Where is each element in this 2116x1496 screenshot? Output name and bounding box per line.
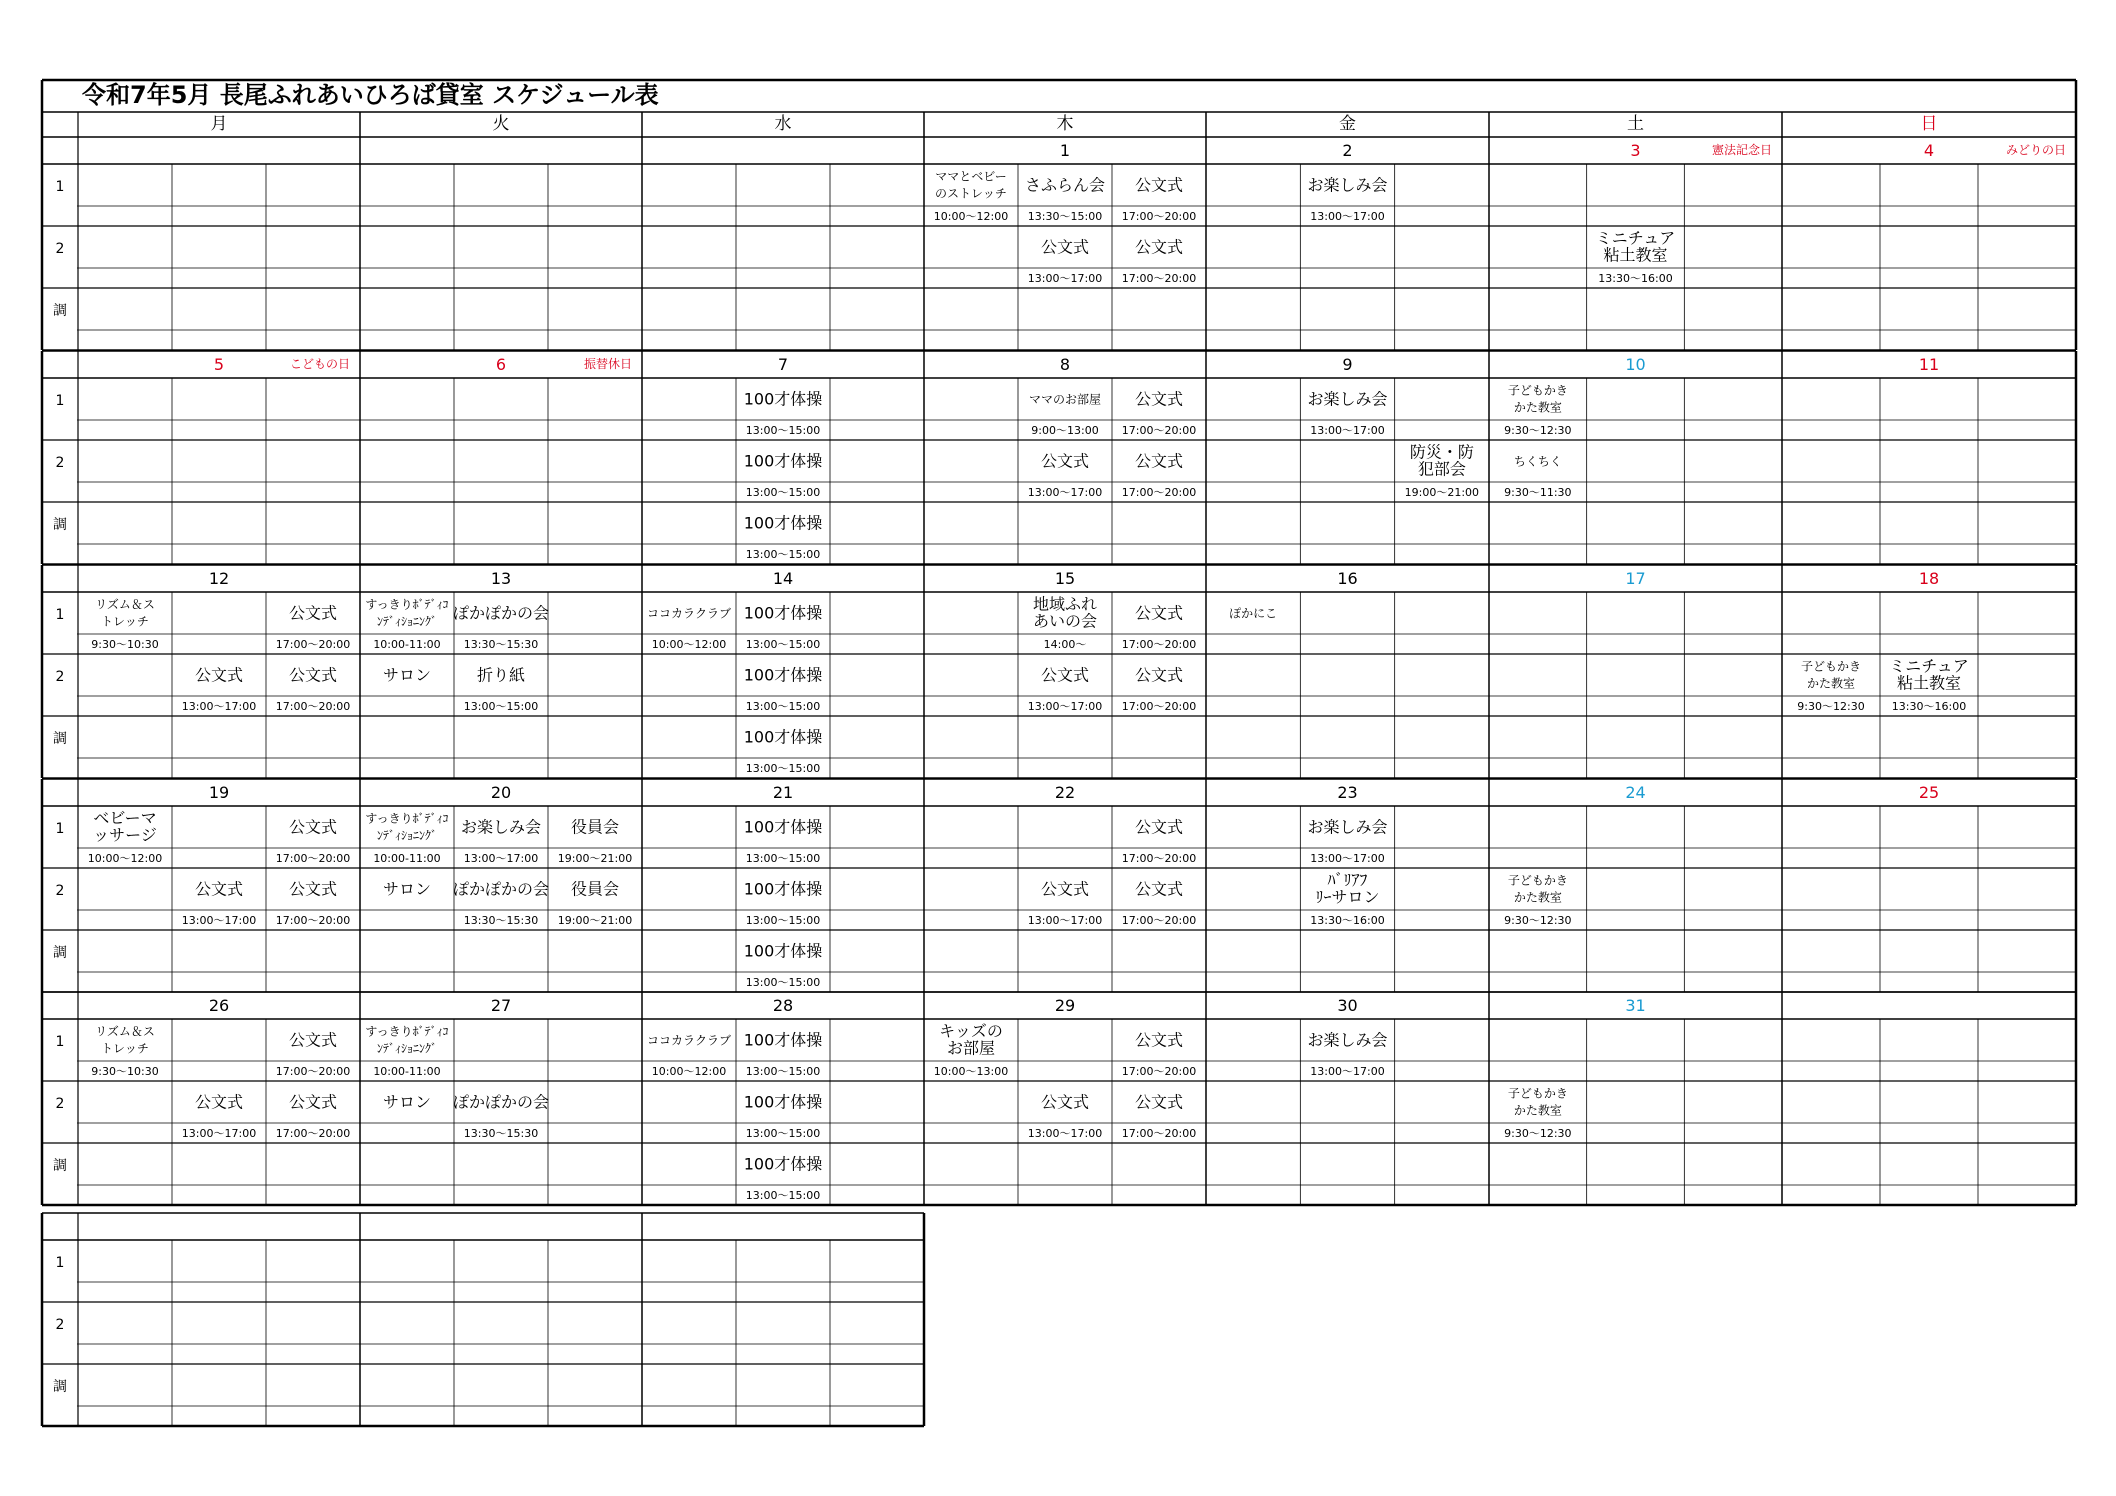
- event-name: 子どもかき: [1507, 383, 1568, 398]
- event-time: 17:00～20:00: [1121, 210, 1197, 223]
- event-time: 10:00-11:00: [373, 852, 441, 865]
- event-block[interactable]: [1405, 443, 1479, 500]
- event-time: 13:00～17:00: [181, 1127, 257, 1140]
- event-block[interactable]: [558, 880, 632, 928]
- event-name: 公文式: [1134, 451, 1184, 471]
- event-block[interactable]: [1504, 1087, 1571, 1141]
- event-time: 17:00～20:00: [275, 914, 351, 927]
- event-time: 13:00～15:00: [745, 1127, 821, 1140]
- weekday-header: 水: [774, 114, 792, 134]
- event-name: ﾝﾃﾞｨｼｮﾆﾝｸﾞ: [376, 828, 438, 843]
- event-name: 公文式: [1134, 1030, 1184, 1050]
- event-name: ミニチュア: [1889, 656, 1969, 676]
- room-label: 2: [55, 1317, 65, 1333]
- event-name: 公文式: [1134, 237, 1184, 257]
- room-label: 1: [55, 179, 65, 195]
- room-label: 調: [53, 303, 67, 319]
- event-block[interactable]: [744, 818, 823, 866]
- event-time: 13:30～15:30: [463, 1127, 539, 1140]
- event-name: お部屋: [946, 1038, 996, 1058]
- event-time: 19:00～21:00: [1404, 486, 1480, 499]
- day-date: 1: [1059, 141, 1071, 160]
- event-name: お楽しみ会: [1307, 389, 1388, 409]
- event-block[interactable]: [276, 1031, 350, 1079]
- event-name: 公文式: [288, 1092, 338, 1112]
- event-name: 100才体操: [743, 1030, 823, 1050]
- event-time: 13:00～17:00: [1027, 914, 1103, 927]
- event-block[interactable]: [464, 666, 538, 714]
- event-time: 17:00～20:00: [1121, 1065, 1197, 1078]
- event-name: ぽかにこ: [1229, 606, 1278, 621]
- event-block[interactable]: [1504, 874, 1571, 928]
- event-name: 公文式: [194, 665, 244, 685]
- event-name: 子どもかき: [1507, 1086, 1568, 1101]
- event-block[interactable]: [1122, 604, 1196, 652]
- event-time: 10:00～12:00: [933, 210, 1009, 223]
- event-time: 13:00～15:00: [745, 762, 821, 775]
- event-block[interactable]: [1504, 455, 1571, 500]
- event-time: 19:00～21:00: [557, 852, 633, 865]
- event-time: 10:00～13:00: [933, 1065, 1009, 1078]
- event-name: 粘土教室: [1896, 673, 1962, 693]
- event-name: ﾝﾃﾞｨｼｮﾆﾝｸﾞ: [376, 1041, 438, 1056]
- event-block[interactable]: [383, 880, 431, 899]
- event-block[interactable]: [1028, 238, 1102, 286]
- day-date: 30: [1337, 996, 1358, 1015]
- event-time: 13:00～15:00: [745, 976, 821, 989]
- event-block[interactable]: [453, 604, 549, 652]
- day-date: 12: [208, 569, 230, 588]
- event-block[interactable]: [1028, 1093, 1102, 1141]
- event-time: 10:00～12:00: [651, 1065, 727, 1078]
- event-name: ﾘｰサロン: [1315, 887, 1380, 907]
- event-block[interactable]: [558, 818, 632, 866]
- event-name: すっきりﾎﾞﾃﾞｨｺ: [365, 597, 449, 612]
- event-block[interactable]: [1889, 657, 1969, 714]
- event-name: すっきりﾎﾞﾃﾞｨｺ: [365, 1024, 449, 1039]
- event-time: 9:30～12:30: [1797, 700, 1865, 713]
- room-label: 調: [53, 1158, 67, 1174]
- event-time: 13:00～15:00: [745, 914, 821, 927]
- event-time: 13:00～15:00: [745, 1189, 821, 1202]
- event-time: 10:00～12:00: [651, 638, 727, 651]
- event-name: サロン: [382, 879, 432, 899]
- holiday-note: 憲法記念日: [1711, 143, 1772, 157]
- room-label: 1: [55, 1255, 65, 1271]
- event-block[interactable]: [744, 514, 823, 562]
- day-date: 26: [208, 996, 230, 1015]
- event-block[interactable]: [276, 880, 350, 928]
- event-time: 13:30～15:30: [463, 914, 539, 927]
- event-block[interactable]: [383, 1093, 431, 1112]
- event-time: 17:00～20:00: [1121, 852, 1197, 865]
- event-name: ココカラクラブ: [646, 606, 732, 621]
- day-date: 7: [777, 355, 789, 374]
- event-time: 17:00～20:00: [1121, 700, 1197, 713]
- event-block[interactable]: [1310, 871, 1384, 928]
- event-time: 13:00～15:00: [745, 486, 821, 499]
- event-time: 9:30～12:30: [1504, 914, 1572, 927]
- event-name: 粘土教室: [1603, 245, 1668, 265]
- event-name: 公文式: [288, 603, 338, 623]
- event-name: あいの会: [1032, 611, 1098, 631]
- day-date: 27: [490, 996, 512, 1015]
- weekday-header: 日: [1920, 114, 1938, 134]
- event-block[interactable]: [365, 812, 448, 866]
- event-block[interactable]: [276, 604, 350, 652]
- event-block[interactable]: [744, 880, 823, 928]
- event-name: サロン: [382, 1092, 432, 1112]
- event-name: ぽかぽかの会: [452, 1092, 550, 1112]
- day-date: 29: [1054, 996, 1076, 1015]
- event-name: 100才体操: [743, 817, 823, 837]
- event-block[interactable]: [744, 390, 823, 438]
- holiday-note: こどもの日: [289, 357, 350, 371]
- event-time: 17:00～20:00: [1121, 638, 1197, 651]
- event-time: 13:00～17:00: [1027, 1127, 1103, 1140]
- event-block[interactable]: [647, 607, 731, 652]
- event-name: 100才体操: [743, 665, 823, 685]
- event-block[interactable]: [1504, 384, 1571, 438]
- event-name: お楽しみ会: [1307, 175, 1388, 195]
- event-name: キッズの: [939, 1021, 1003, 1041]
- event-block[interactable]: [934, 170, 1008, 224]
- event-name: 公文式: [288, 1030, 338, 1050]
- event-block[interactable]: [461, 818, 541, 866]
- event-time: 17:00～20:00: [1121, 272, 1197, 285]
- day-date: 5: [213, 355, 225, 374]
- day-date: 25: [1918, 783, 1940, 802]
- event-block[interactable]: [647, 1034, 731, 1079]
- room-label: 2: [55, 669, 65, 685]
- event-time: 13:00～17:00: [463, 852, 539, 865]
- day-date: 18: [1918, 569, 1940, 588]
- event-time: 13:30～16:00: [1598, 272, 1673, 285]
- event-name: 100才体操: [743, 603, 823, 623]
- room-label: 調: [53, 945, 67, 961]
- room-label: 1: [55, 1034, 65, 1050]
- event-name: 公文式: [1134, 665, 1184, 685]
- event-block[interactable]: [1307, 1031, 1387, 1079]
- room-label: 1: [55, 607, 65, 623]
- event-name: 役員会: [570, 817, 620, 837]
- event-time: 13:00～17:00: [181, 914, 257, 927]
- event-time: 13:00～17:00: [1310, 424, 1385, 437]
- event-time: 17:00～20:00: [275, 1065, 351, 1078]
- event-name: 100才体操: [743, 451, 823, 471]
- event-name: 公文式: [1134, 175, 1184, 195]
- event-time: 10:00-11:00: [373, 638, 441, 651]
- event-name: リズム＆ス: [95, 1024, 155, 1039]
- event-time: 9:30～12:30: [1504, 1127, 1572, 1140]
- event-block[interactable]: [1122, 1031, 1196, 1079]
- event-name: ベビーマ: [93, 808, 157, 828]
- day-date: 11: [1918, 355, 1940, 374]
- event-block[interactable]: [1122, 666, 1196, 714]
- event-time: 17:00～20:00: [275, 852, 351, 865]
- event-name: かた教室: [1806, 676, 1856, 691]
- event-time: 13:00～15:00: [745, 700, 821, 713]
- event-block[interactable]: [1029, 393, 1101, 438]
- event-name: サロン: [382, 665, 432, 685]
- event-time: 13:00～17:00: [181, 700, 257, 713]
- event-block[interactable]: [1028, 880, 1102, 928]
- day-date: 21: [772, 783, 794, 802]
- day-date: 17: [1625, 569, 1646, 588]
- event-time: 10:00-11:00: [373, 1065, 441, 1078]
- event-time: 14:00～: [1043, 638, 1087, 651]
- weekday-header: 月: [210, 114, 228, 134]
- event-time: 13:00～17:00: [1027, 486, 1103, 499]
- day-date: 6: [495, 355, 507, 374]
- event-name: ぽかぽかの会: [452, 603, 550, 623]
- event-block[interactable]: [1122, 1093, 1196, 1141]
- event-name: 防災・防: [1409, 442, 1474, 462]
- day-date: 24: [1625, 783, 1646, 802]
- day-date: 16: [1337, 569, 1358, 588]
- event-name: ココカラクラブ: [646, 1033, 732, 1048]
- event-name: リズム＆ス: [95, 597, 155, 612]
- event-block[interactable]: [744, 728, 823, 776]
- room-label: 調: [53, 731, 67, 747]
- event-block[interactable]: [91, 598, 158, 652]
- holiday-note: みどりの日: [2005, 143, 2066, 157]
- weekday-header: 金: [1339, 114, 1356, 134]
- event-time: 9:00～13:00: [1031, 424, 1099, 437]
- event-block[interactable]: [1229, 607, 1277, 621]
- event-name: 犯部会: [1417, 459, 1466, 479]
- room-label: 調: [53, 1379, 67, 1395]
- day-date: 3: [1630, 141, 1641, 160]
- event-name: 100才体操: [743, 1092, 823, 1112]
- event-name: お楽しみ会: [1307, 1030, 1388, 1050]
- event-block[interactable]: [453, 880, 549, 928]
- event-time: 9:30～11:30: [1504, 486, 1572, 499]
- event-block[interactable]: [1596, 229, 1676, 286]
- event-name: 公文式: [1040, 879, 1090, 899]
- weekday-header: 土: [1627, 114, 1644, 134]
- event-time: 13:30～15:30: [463, 638, 539, 651]
- event-name: 公文式: [288, 817, 338, 837]
- event-block[interactable]: [276, 818, 350, 866]
- holiday-note: 振替休日: [583, 357, 632, 371]
- event-time: 17:00～20:00: [1121, 486, 1197, 499]
- day-date: 4: [1923, 141, 1935, 160]
- room-label: 2: [55, 883, 65, 899]
- event-block[interactable]: [1122, 818, 1196, 866]
- event-block[interactable]: [1307, 818, 1387, 866]
- event-time: 13:30～15:00: [1027, 210, 1103, 223]
- event-name: かた教室: [1513, 890, 1562, 905]
- event-block[interactable]: [1122, 452, 1196, 500]
- event-block[interactable]: [1122, 880, 1196, 928]
- event-name: ッサージ: [93, 825, 157, 845]
- day-date: 14: [772, 569, 794, 588]
- event-name: ちくちく: [1513, 454, 1562, 469]
- event-block[interactable]: [182, 1093, 256, 1141]
- day-date: 31: [1625, 996, 1646, 1015]
- event-name: 折り紙: [476, 665, 526, 685]
- event-block[interactable]: [453, 1093, 549, 1141]
- event-block[interactable]: [744, 942, 823, 990]
- weekday-header: 火: [492, 114, 510, 134]
- page-title: 令和7年5月 長尾ふれあいひろば貸室 スケジュール表: [82, 81, 659, 109]
- event-time: 13:30～16:00: [1310, 914, 1385, 927]
- event-name: 役員会: [570, 879, 620, 899]
- event-name: ﾊﾞﾘｱﾌ: [1327, 870, 1368, 890]
- event-name: 100才体操: [743, 941, 823, 961]
- event-name: 公文式: [1134, 817, 1184, 837]
- event-block[interactable]: [182, 880, 256, 928]
- event-time: 13:00～17:00: [1310, 1065, 1385, 1078]
- event-block[interactable]: [744, 1031, 823, 1079]
- event-name: 子どもかき: [1507, 873, 1568, 888]
- event-name: かた教室: [1513, 1103, 1562, 1118]
- event-time: 17:00～20:00: [1121, 424, 1197, 437]
- event-time: 13:00～15:00: [745, 1065, 821, 1078]
- event-name: ミニチュア: [1595, 228, 1676, 248]
- event-name: 公文式: [1134, 603, 1184, 623]
- event-time: 10:00～12:00: [87, 852, 163, 865]
- event-name: 公文式: [194, 1092, 244, 1112]
- event-name: トレッチ: [101, 1041, 149, 1056]
- event-name: 公文式: [194, 879, 244, 899]
- room-label: 2: [55, 1096, 65, 1112]
- room-label: 2: [55, 241, 65, 257]
- event-time: 9:30～10:30: [91, 638, 159, 651]
- event-name: かた教室: [1513, 400, 1562, 415]
- event-block[interactable]: [276, 666, 350, 714]
- event-block[interactable]: [365, 1025, 448, 1079]
- weekday-header: 木: [1056, 114, 1074, 134]
- event-time: 13:00～15:00: [745, 852, 821, 865]
- event-time: 17:00～20:00: [275, 700, 351, 713]
- event-name: トレッチ: [101, 614, 149, 629]
- event-block[interactable]: [276, 1093, 350, 1141]
- event-name: すっきりﾎﾞﾃﾞｨｺ: [365, 811, 449, 826]
- event-time: 17:00～20:00: [1121, 914, 1197, 927]
- event-time: 19:00～21:00: [557, 914, 633, 927]
- event-time: 9:30～10:30: [91, 1065, 159, 1078]
- event-block[interactable]: [744, 1155, 823, 1203]
- day-date: 2: [1342, 141, 1353, 160]
- event-time: 13:00～15:00: [745, 548, 821, 561]
- event-name: 100才体操: [743, 879, 823, 899]
- day-date: 20: [490, 783, 512, 802]
- day-date: 9: [1342, 355, 1353, 374]
- event-block[interactable]: [1028, 666, 1102, 714]
- event-block[interactable]: [1122, 238, 1196, 286]
- room-label: 1: [55, 393, 65, 409]
- event-name: 100才体操: [743, 1154, 823, 1174]
- room-label: 調: [53, 517, 67, 533]
- event-time: 13:00～17:00: [1027, 700, 1103, 713]
- event-time: 13:00～15:00: [745, 424, 821, 437]
- day-date: 13: [490, 569, 512, 588]
- day-date: 15: [1054, 569, 1076, 588]
- event-block[interactable]: [1033, 595, 1097, 652]
- event-name: 公文式: [288, 879, 338, 899]
- event-time: 13:00～17:00: [1310, 852, 1385, 865]
- event-block[interactable]: [744, 604, 823, 652]
- event-name: ママとベビー: [935, 169, 1007, 184]
- event-name: 公文式: [1134, 1092, 1184, 1112]
- event-block[interactable]: [744, 1093, 823, 1141]
- event-name: 100才体操: [743, 727, 823, 747]
- event-block[interactable]: [744, 452, 823, 500]
- event-name: のストレッチ: [935, 186, 1007, 201]
- day-date: 8: [1059, 355, 1071, 374]
- event-block[interactable]: [365, 598, 448, 652]
- event-name: ママのお部屋: [1028, 392, 1102, 407]
- event-name: 公文式: [288, 665, 338, 685]
- event-name: 100才体操: [743, 513, 823, 533]
- event-time: 17:00～20:00: [1121, 1127, 1197, 1140]
- day-date: 22: [1054, 783, 1076, 802]
- event-time: 9:30～12:30: [1504, 424, 1572, 437]
- event-block[interactable]: [934, 1022, 1008, 1079]
- room-label: 2: [55, 455, 65, 471]
- event-name: 100才体操: [743, 389, 823, 409]
- event-name: 公文式: [1040, 1092, 1090, 1112]
- event-name: ﾝﾃﾞｨｼｮﾆﾝｸﾞ: [376, 614, 438, 629]
- event-name: ぽかぽかの会: [452, 879, 550, 899]
- day-date: 23: [1337, 783, 1358, 802]
- event-block[interactable]: [91, 1025, 158, 1079]
- event-block[interactable]: [182, 666, 256, 714]
- event-block[interactable]: [1122, 390, 1196, 438]
- event-block[interactable]: [1025, 176, 1105, 224]
- event-time: 17:00～20:00: [275, 638, 351, 651]
- event-time: 13:00～17:00: [1310, 210, 1385, 223]
- event-time: 13:00～15:00: [463, 700, 539, 713]
- day-date: 19: [208, 783, 230, 802]
- event-name: 公文式: [1040, 451, 1090, 471]
- event-name: 公文式: [1134, 879, 1184, 899]
- room-label: 1: [55, 821, 65, 837]
- event-block[interactable]: [744, 666, 823, 714]
- event-time: 13:00～17:00: [1027, 272, 1103, 285]
- event-name: さふらん会: [1024, 175, 1106, 195]
- event-block[interactable]: [1028, 452, 1102, 500]
- event-block[interactable]: [1797, 660, 1864, 714]
- event-time: 13:30～16:00: [1891, 700, 1967, 713]
- event-name: 地域ふれ: [1032, 594, 1098, 614]
- event-time: 17:00～20:00: [275, 1127, 351, 1140]
- event-block[interactable]: [1307, 390, 1387, 438]
- day-date: 10: [1625, 355, 1646, 374]
- event-block[interactable]: [88, 809, 162, 866]
- event-name: 子どもかき: [1800, 659, 1862, 674]
- event-name: 公文式: [1134, 389, 1184, 409]
- event-block[interactable]: [1307, 176, 1387, 224]
- event-block[interactable]: [1122, 176, 1196, 224]
- event-block[interactable]: [383, 666, 431, 685]
- event-time: 13:00～15:00: [745, 638, 821, 651]
- event-name: お楽しみ会: [1307, 817, 1388, 837]
- day-date: 28: [772, 996, 794, 1015]
- event-name: お楽しみ会: [460, 817, 542, 837]
- event-name: 公文式: [1040, 237, 1090, 257]
- event-name: 公文式: [1040, 665, 1090, 685]
